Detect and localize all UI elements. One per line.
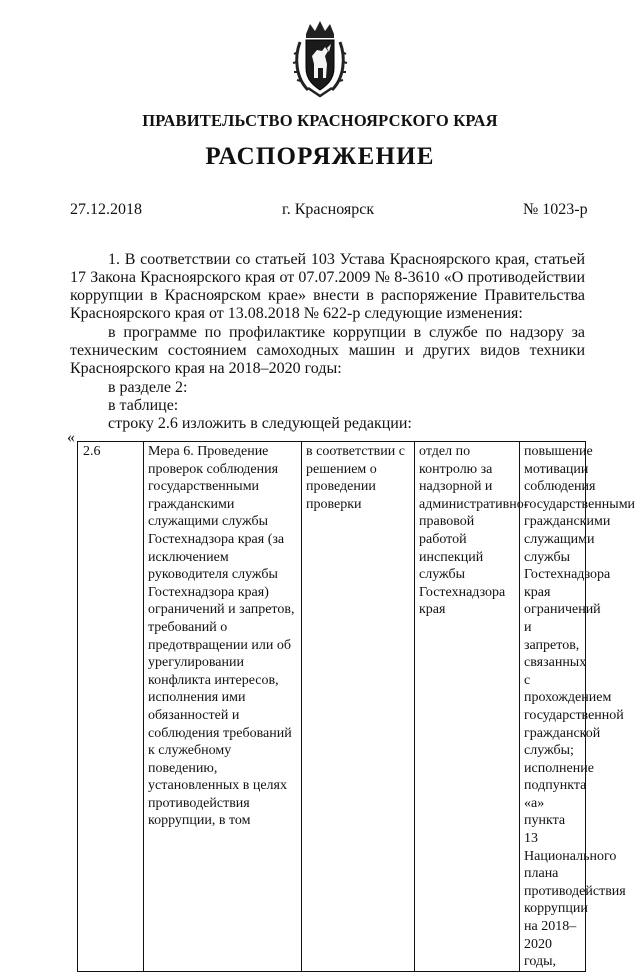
document-city: г. Красноярск xyxy=(282,201,375,218)
table-cell-result: повышение мотивации соблюдения государственными гражданскими служащими службы Гостехнадзора края ограничений и запретов, связанных с прохождением государственной гражданской службы; исполнение подпункта «а» пункта 13 Национального плана противодействия коррупции на 2018–2020 годы, xyxy=(520,442,586,972)
table-row xyxy=(78,442,586,972)
open-quote: « xyxy=(67,429,75,446)
table-cell-term: в соответствии с решением о проведении проверки xyxy=(302,442,415,972)
table-cell-responsible: отдел по контролю за надзорной и административно-правовой работой инспекций службы Гостехнадзора края xyxy=(415,442,520,972)
paragraph-1: 1. В соответствии со статьей 103 Устава Красноярского края, статьей 17 Закона Красноярского края от 07.07.2009 № 8-3610 «О противодействии коррупции в Красноярском крае» внести в распоряжение Правительства Красноярского края от 13.08.2018 № 622-р следующие изменения: xyxy=(70,251,585,322)
line-section-2: в разделе 2: xyxy=(108,379,188,396)
table-cell-number: 2.6 xyxy=(78,442,144,972)
paragraph-2: в программе по профилактике коррупции в службе по надзору за техническим состоянием самоходных машин и других видов техники Красноярского края на 2018–2020 годы: xyxy=(70,324,585,377)
line-row-2-6: строку 2.6 изложить в следующей редакции: xyxy=(108,415,412,432)
line-in-table: в таблице: xyxy=(108,397,179,414)
coat-of-arms-emblem xyxy=(292,18,348,98)
document-date: 27.12.2018 xyxy=(70,201,142,218)
organization-title: ПРАВИТЕЛЬСТВО КРАСНОЯРСКОГО КРАЯ xyxy=(142,111,498,130)
document-type-title: РАСПОРЯЖЕНИЕ xyxy=(205,143,435,170)
table-cell-measure: Мера 6. Проведение проверок соблюдения государственными гражданскими служащими службы Гостехнадзора края (за исключением руководителя службы Гостехнадзора края) ограничений и запретов, требований о предотвращении или об урегулировании конфликта интересов, исполнения ими обязанностей и соблюдения требований к служебному поведению, установленных в целях противодействия коррупции, в том xyxy=(144,442,302,972)
document-number: № 1023-р xyxy=(523,201,588,218)
measures-table xyxy=(77,441,636,972)
